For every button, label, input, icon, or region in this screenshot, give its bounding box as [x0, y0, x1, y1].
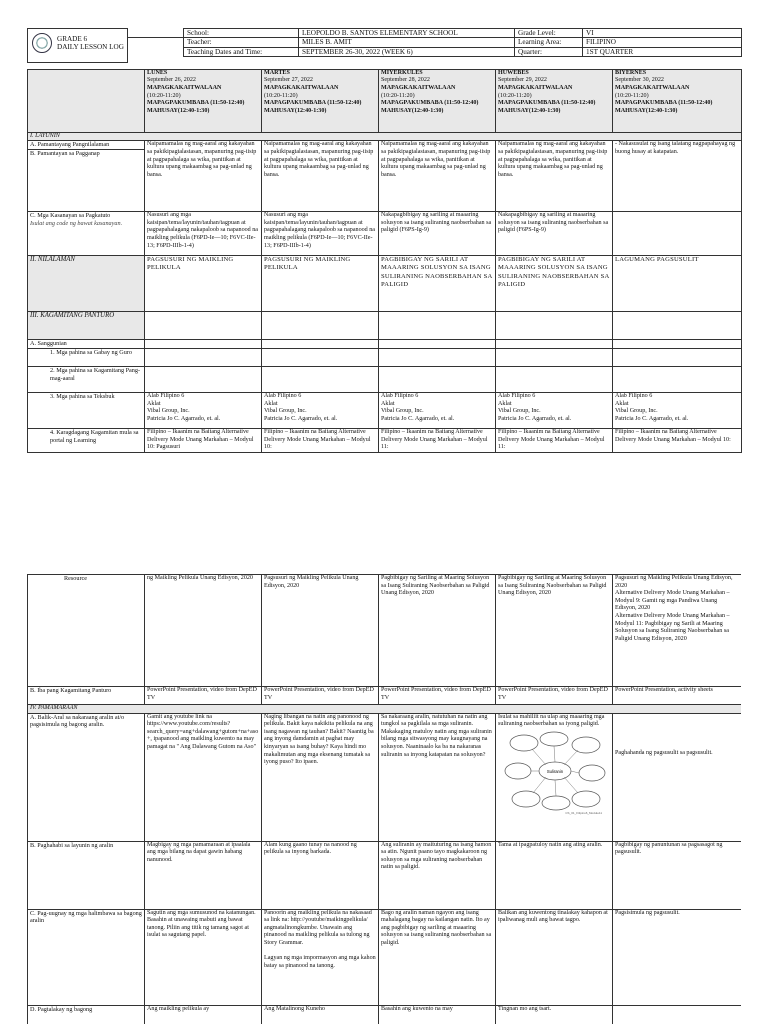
paghahabi-friday: Pagbibigay ng panuntunan sa pagsasagot ng pagsusulit. [613, 841, 742, 909]
pag-uugnay-tuesday: Panoorin ang maikling pelikula na nakasaad sa link na: http://youtube/maikingpelikula/ angmatalinongkumbe. Unawain ang pinanood na maikling pelikula sa tulong ng Story Grammar. Lagyan ng mga impormasyon ang mga kahon batay sa pinanood na tanong. [262, 909, 379, 1005]
school-value: LEOPOLDO B. SANTOS ELEMENTARY SCHOOL [299, 29, 515, 38]
lesson-table [27, 69, 742, 453]
pamantayan-wednesday: Naipamamalas ng mag-aaral ang kakayahan sa pakikipagtalastasan, mapanuring pag-iisip at pagpapahalaga sa wika, panitikan at kultura upang makaambag sa pag-unlad ng bansa. [379, 141, 496, 212]
teksbuk-friday: Alab Filipino 6 Aklat Vibal Group, Inc. Patricia Jo C. Agarrado, et. al. [613, 392, 742, 428]
lesson-table-continued [27, 574, 741, 1024]
quarter-value: 1ST QUARTER [583, 47, 742, 56]
iba-pang-tuesday: PowerPoint Presentation, video from DepED TV [262, 687, 379, 705]
cloud-shape [540, 732, 568, 746]
section-layunin: I. LAYUNIN [28, 132, 742, 141]
karagdagang-friday: Filipino – Ikaanim na Baitang Alternative Delivery Mode Unang Markahan – Modyul 10: [613, 428, 742, 452]
resource-tuesday: Pagsusuri ng Maikling Pelikula Unang Edisyon, 2020 [262, 575, 379, 687]
pagtalakay-monday: Ang maikling pelikula ay [145, 1005, 262, 1024]
grade-level-value: VI [583, 29, 742, 38]
cloud-shape [572, 791, 600, 807]
header-table [27, 28, 742, 63]
iba-pang-thursday: PowerPoint Presentation, video from DepED TV [496, 687, 613, 705]
school-seal-icon [32, 33, 52, 53]
pamantayan-friday: - Nakasusulat ng isang talatang nagpapahayag ng buong husay at katapatan. [613, 141, 742, 212]
dates-value: SEPTEMBER 26-30, 2022 (WEEK 6) [299, 47, 515, 56]
label-pag-uugnay: C. Pag-uugnay ng mga halimbawa sa bagong aralin [28, 909, 145, 1005]
label-karagdagang-kagamitan: 4. Karagdagang Kagamitan mula sa portal ng Learning [28, 428, 145, 452]
balik-aral-friday-text: Paghahanda ng pagsusulit sa pagsusulit. [615, 749, 713, 756]
iba-pang-monday: PowerPoint Presentation, video from DepED TV [145, 687, 262, 705]
day-header-thursday: HUWEBES September 29, 2022 MAPAGKAKAITWALAAN (10:20-11:20) MAPAGPAKUMBABA (11:50-12:40) MAHUSAY(12:40-1:30) [496, 69, 613, 132]
label-gabay-guro: 1. Mga pahina sa Gabay ng Guro [28, 348, 145, 366]
balik-aral-thursday-text: Isulat sa mahiliit na ulap ang maaaring mga suliraning naobserbahan sa iyong paligid. [498, 713, 605, 728]
dates-label: Teaching Dates and Time: [184, 47, 299, 56]
pagtalakay-thursday: Tingnan mo ang tsart. [496, 1005, 613, 1024]
balik-aral-thursday [496, 713, 613, 841]
label-kasanayan: C. Mga Kasanayan sa Pagkatuto Isulat ang code ng bawat kasanayan. [28, 212, 145, 256]
grade-title: GRADE 6 [57, 34, 88, 43]
nilalaman-wednesday: PAGBIBIGAY NG SARILI AT MAAARING SOLUSYON SA ISANG SULIRANING NAOBSERBAHAN SA PALIGID [379, 256, 496, 312]
teksbuk-monday: Alab Filipino 6 Aklat Vibal Group, Inc. Patricia Jo C. Agarrado, et. al. [145, 392, 262, 428]
pag-uugnay-wednesday: Bago ng aralin naman ngayon ang isang mahalagang bagay na kailangan natin. Ito ay ang pagbibigay ng sariling at maaaring solusyon sa isang suliraning naobserbahan sa paligid. [379, 909, 496, 1005]
cloud-shape [505, 763, 531, 779]
days-header-row [28, 69, 742, 132]
pag-uugnay-thursday: Balikan ang kuwentong tinalakay kahapon at ipaliwanag muli ang bawat tagpo. [496, 909, 613, 1005]
label-teksbuk: 3. Mga pahina sa Teksbuk [28, 392, 145, 428]
paghahabi-wednesday: Ang suliranin ay maituturing na isang hamon sa atin. Ngunit paano tayo magkakaroon ng solusyon sa mga suliraning naobserbahan natin sa paligid. [379, 841, 496, 909]
nilalaman-monday: PAGSUSURI NG MAIKLING PELIKULA [145, 256, 262, 312]
paghahabi-thursday: Tama at ipagpatuloy natin ang ating aralin. [496, 841, 613, 909]
pag-uugnay-monday: Sagutin ang mga sumusunod na katanungan. Basahin at unawaing mabuti ang bawat tanong. Piliin ang titik ng tamang sagot at isulat sa sagutang papel. [145, 909, 262, 1005]
nilalaman-thursday: PAGBIBIGAY NG SARILI AT MAAARING SOLUSYON SA ISANG SULIRANING NAOBSERBAHAN SA PALIGID [496, 256, 613, 312]
balik-aral-wednesday: Sa nakaraang aralin, natutuhan na natin ang tungkol sa pagkilala sa mga suliranin. Makakaging matuloy natin ang mga suliranin bilang mga sitwasyong may kaugnayang na solusyon. Naaninaalo ka ba na nakaranas suliranin sa inyong katapatan na solusyon? [379, 713, 496, 841]
pag-uugnay-friday: Pagsisimula ng pagsusulit. [613, 909, 742, 1005]
day-header-monday: LUNES September 26, 2022 MAPAGKAKAITWALAAN (10:20-11:20) MAPAGPAKUMBABA (11:50-12:40) MAHUSAY(12:40-1:30) [145, 69, 262, 132]
label-pamantayan-pagganap: B. Pamantayan sa Pagganap [28, 150, 145, 212]
kasanayan-note: Isulat ang code ng bawat kasanayan. [30, 219, 123, 227]
section-pamamaraan: IV. PAMAMARAAN [28, 705, 742, 714]
pamantayan-tuesday: Naipamamalas ng mag-aaral ang kakayahan sa pakikipagtalastasan, mapanuring pag-iisip at pagpapahalaga sa wika, panitikan at kultura upang makaambag sa pag-unlad ng bansa. [262, 141, 379, 212]
resource-wednesday: Pagbibigay ng Sariling at Maaring Solusyon sa Isang Suliraning Naobserbahan sa Paligid Unang Edisyon, 2020 [379, 575, 496, 687]
iba-pang-wednesday: PowerPoint Presentation, video from DepED TV [379, 687, 496, 705]
log-title: DAILY LESSON LOG [57, 43, 124, 51]
label-sanggunian: A. Sanggunian [28, 340, 145, 349]
teksbuk-thursday: Alab Filipino 6 Aklat Vibal Group, Inc. Patricia Jo C. Agarrado, et. al. [496, 392, 613, 428]
paghahabi-monday: Magbigay ng mga pamamaraan at ipaalala ang mga bilang na dapat gawin habang nanunood. [145, 841, 262, 909]
karagdagang-thursday: Filipino – Ikaanim na Baitang Alternative Delivery Mode Unang Markahan – Modyul 11: [496, 428, 613, 452]
label-iba-pang-kagamitan: B. Iba pang Kagamitang Panturo [28, 687, 145, 705]
balik-aral-monday: Gamit ang youtube link na https://www.youtube.com/results?search_query=ang+dalawang+gutom+na+aso+, ipapanood ang maikling kuwento na may pamagat na " Ang Dalawang Gutom na Aso" [145, 713, 262, 841]
teksbuk-tuesday: Alab Filipino 6 Aklat Vibal Group, Inc. Patricia Jo C. Agarrado, et. al. [262, 392, 379, 428]
diagram-center-label: Suliranin [546, 768, 564, 774]
label-balik-aral: A. Balik-Aral sa nakaraang aralin at/o pagsisimula ng bagong aralin. [28, 713, 145, 841]
resource-friday: Pagsusuri ng Maikling Pelikula Unang Edisyon, 2020 Alternative Delivery Mode Unang Markahan – Modyul 9: Gamit ng mga Pandiwa Unang Edisyon, 2020 Alternative Delivery Mode Unang Markahan – Modyul 11: Pagbibigay ng Sarili at Maaring Solusyon sa Isang Suliraning Naobserbahan sa Paligid Unang Edisyon, 2020 [613, 575, 742, 687]
cloud-diagram [502, 731, 606, 815]
karagdagang-tuesday: Filipino – Ikaanim na Baitang Alternative Delivery Mode Unang Markahan – Modyul 10: [262, 428, 379, 452]
cloud-shape [572, 737, 600, 753]
diagram-caption: CS_01_Filipino6_Module11 [565, 810, 602, 815]
resource-thursday: Pagbibigay ng Sariling at Maaring Solusyon sa Isang Suliraning Naobserbahan sa Paligid Unang Edisyon, 2020 [496, 575, 613, 687]
kasanayan-wednesday: Nakapagbibigay ng sariling at maaaring solusyon sa isang suliraning naobserbahan sa paligid (F6PS-Ig-9) [379, 212, 496, 256]
kasanayan-thursday: Nakapagbibigay ng sariling at maaaring solusyon sa isang suliraning naobserbahan sa paligid (F6PS-Ig-9) [496, 212, 613, 256]
day-header-wednesday: MIYERKULES September 28, 2022 MAPAGKAKAITWALAAN (10:20-11:20) MAPAGPAKUMBABA (11:50-12:40) MAHUSAY(12:40-1:30) [379, 69, 496, 132]
label-resource: Resource [28, 575, 145, 687]
day-header-friday: BIYERNES September 30, 2022 MAPAGKAKAITWALAAN (10:20-11:20) MAPAGPAKUMBABA (11:50-12:40) MAHUSAY(12:40-1:30) [613, 69, 742, 132]
cloud-shape [579, 765, 605, 781]
grade-cell [28, 29, 128, 63]
teacher-label: Teacher: [184, 38, 299, 47]
label-kagamitang-pang-mag-aaral: 2. Mga pahina sa Kagamitang Pang-mag-aaral [28, 366, 145, 392]
school-label: School: [184, 29, 299, 38]
kasanayan-tuesday: Nasusuri ang mga kaisipan/tema/layunin/tauhan/tagpuan at pagpapahalagang nakapaloob sa napanood na maikling pelikula (F6PD-Ie—10; F6VC-IIe-13; F6PD-IIIb-1-4) [262, 212, 379, 256]
area-value: FILIPINO [583, 38, 742, 47]
resource-monday: ng Maikling Pelikula Unang Edisyon, 2020 [145, 575, 262, 687]
label-pamantayang-pangnilalaman: A. Pamantayang Pangnilalaman [28, 141, 145, 150]
pagtalakay-tuesday: Ang Matalinong Kuneho [262, 1005, 379, 1024]
label-paghahabi: B. Paghahabi sa layunin ng aralin [28, 841, 145, 909]
section-nilalaman: II. NILALAMAN [28, 256, 145, 312]
paghahabi-tuesday: Alam kung gaano tunay na nanood ng pelikula sa inyong barkada. [262, 841, 379, 909]
pagtalakay-wednesday: Basahin ang kuwento na may [379, 1005, 496, 1024]
teksbuk-wednesday: Alab Filipino 6 Aklat Vibal Group, Inc. Patricia Jo C. Agarrado, et. al. [379, 392, 496, 428]
pamantayan-thursday: Naipamamalas ng mag-aaral ang kakayahan sa pakikipagtalastasan, mapanuring pag-iisip at pagpapahalaga sa wika, panitikan at kultura upang makaambag sa pag-unlad ng bansa. [496, 141, 613, 212]
pamantayan-monday: Naipamamalas ng mag-aaral ang kakayahan sa pakikipagtalastasan, mapanuring pag-iisip at pagpapahalaga sa wika, panitikan at kultura upang makaambag sa pag-unlad ng bansa. [145, 141, 262, 212]
day-header-tuesday: MARTES September 27, 2022 MAPAGKAKAITWALAAN (10:20-11:20) MAPAGPAKUMBABA (11:50-12:40) MAHUSAY(12:40-1:30) [262, 69, 379, 132]
quarter-label: Quarter: [515, 47, 583, 56]
nilalaman-friday: LAGUMANG PAGSUSULIT [613, 256, 742, 312]
cloud-shape [542, 796, 570, 810]
iba-pang-friday: PowerPoint Presentation, activity sheets [613, 687, 742, 705]
kasanayan-monday: Nasusuri ang mga kaisipan/tema/layunin/tauhan/tagpuan at pagpapahalagang nakapaloob sa napanood na maikling pelikula (F6PD-Ie—10; F6VC-IIe-13; F6PD-IIIb-1-4) [145, 212, 262, 256]
balik-aral-friday [613, 713, 742, 841]
lesson-log-page-2 [27, 574, 741, 1024]
balik-aral-tuesday: Naging libangan na natin ang panonood ng pelikula. Bakit kaya nakikita pelikula na ang isang nagawan ng tauhan? Bakit? Naantig ba ang inyong damdamin at paghat may kinyaryan sa isang buhay? Kaya hindi mo makalimutan ang mga eksenang tumatak sa iyong puso? Ito ipaen. [262, 713, 379, 841]
section-kagamitan: III. KAGAMITANG PANTURO [28, 312, 145, 340]
lesson-log-page-1 [27, 28, 741, 491]
karagdagang-monday: Filipino – Ikaanim na Baitang Alternative Delivery Mode Unang Markahan – Modyul 10: Pagsusuri [145, 428, 262, 452]
nilalaman-tuesday: PAGSUSURI NG MAIKLING PELIKULA [262, 256, 379, 312]
cloud-shape [512, 791, 540, 807]
cloud-shape [510, 735, 538, 751]
teacher-value: MILES B. AMIT [299, 38, 515, 47]
label-pagtalakay: D. Pagtalakay ng bagong [28, 1005, 145, 1024]
grade-level-label: Grade Level: [515, 29, 583, 38]
area-label: Learning Area: [515, 38, 583, 47]
karagdagang-wednesday: Filipino – Ikaanim na Baitang Alternative Delivery Mode Unang Markahan – Modyul 11: [379, 428, 496, 452]
